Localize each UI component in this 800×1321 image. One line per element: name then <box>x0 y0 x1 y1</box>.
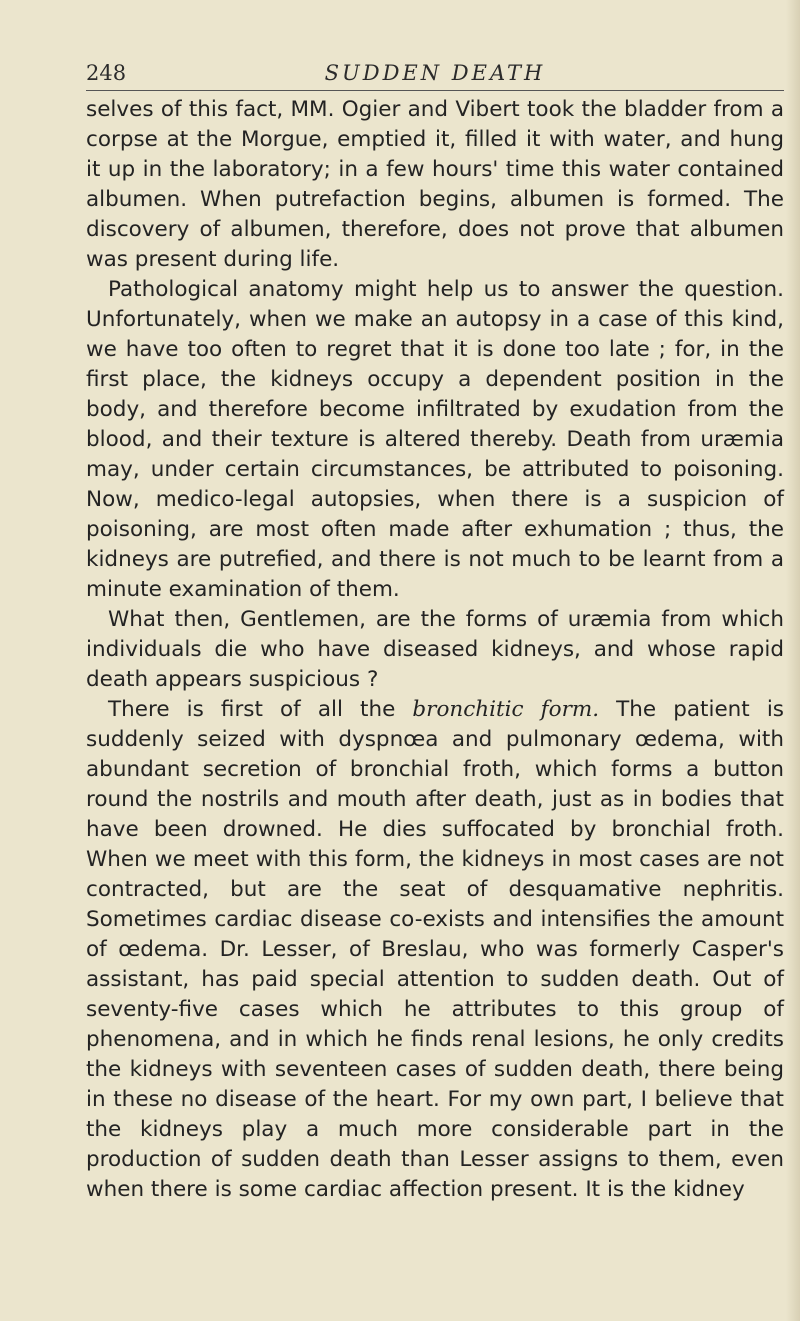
emphasis-bronchitic-form: bronchitic form. <box>412 697 600 722</box>
page-number: 248 <box>86 61 127 85</box>
paragraph-1: selves of this fact, MM. Ogier and Vibert took the bladder from a corpse at the Morgue, emptied it, filled it with water, and hung it up in the laboratory; in a few hours' time this water contained albumen. When putrefaction begins, albumen is formed. The discovery of albumen, therefore, does not prove that albumen was present during life. <box>86 97 784 272</box>
page-edge-shadow <box>786 0 800 1321</box>
page-header <box>86 58 784 91</box>
running-head: SUDDEN DEATH <box>324 61 546 85</box>
paragraph-3: What then, Gentlemen, are the forms of uræmia from which individuals die who have diseased kidneys, and whose rapid death appears suspicious ? <box>86 607 784 692</box>
paragraph-4 <box>86 695 784 1205</box>
body-text <box>86 95 784 1205</box>
paragraph-4-rest: The patient is suddenly seized with dyspnœa and pulmonary œdema, with abundant secretion of bronchial froth, which forms a button round the nostrils and mouth after death, just as in bodies that have been drowned. He dies suffocated by bronchial froth. When we meet with this form, the kidneys in most cases are not contracted, but are the seat of desquamative nephritis. Sometimes cardiac disease co-exists and intensifies the amount of œdema. Dr. Lesser, of Breslau, who was formerly Casper's assistant, has paid special attention to sudden death. Out of seventy-five cases which he attributes to this group of phenomena, and in which he finds renal lesions, he only credits the kidneys with seventeen cases of sudden death, there being in these no disease of the heart. For my own part, I believe that the kidneys play a much more considerable part in the production of sudden death than Lesser assigns to them, even when there is some cardiac affection present. It is the kidney <box>86 697 784 1202</box>
paragraph-4-lead: There is first of all the <box>108 697 413 722</box>
paragraph-2: Pathological anatomy might help us to answer the question. Unfortunately, when we make an autopsy in a case of this kind, we have too often to regret that it is done too late ; for, in the first place, the kidneys occupy a dependent position in the body, and therefore become infiltrated by exudation from the blood, and their texture is altered thereby. Death from uræmia may, under certain circumstances, be attributed to poisoning. Now, medico-legal autopsies, when there is a suspicion of poisoning, are most often made after exhumation ; thus, the kidneys are putrefied, and there is not much to be learnt from a minute examination of them. <box>86 277 784 602</box>
